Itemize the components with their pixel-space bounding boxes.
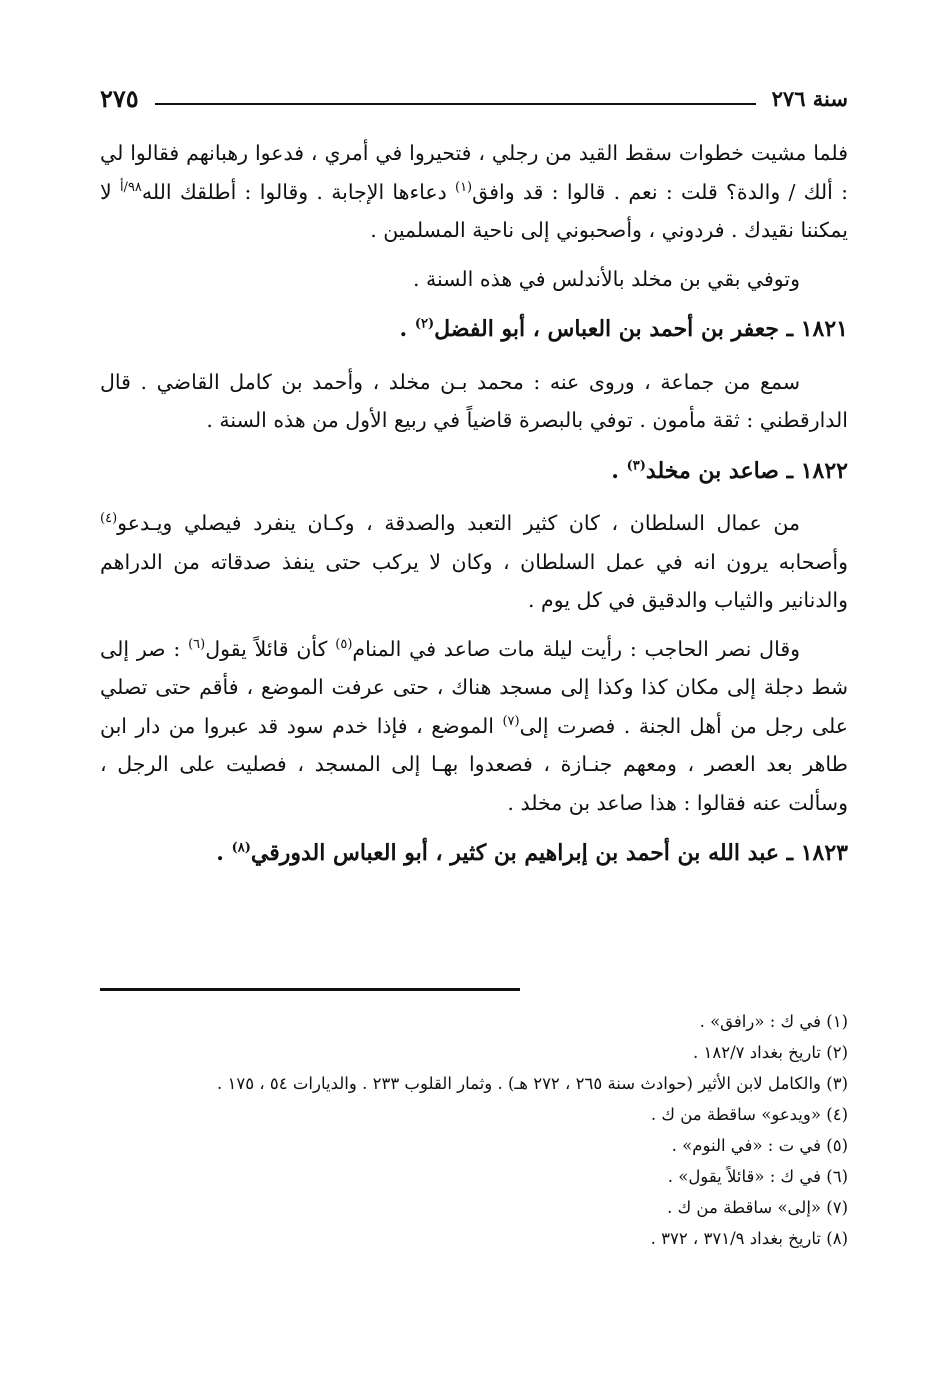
entry-heading-1821-end: . (399, 316, 415, 342)
footnotes (100, 1006, 848, 1254)
footnote-ref-4: (٤) (100, 511, 118, 527)
footnote-8: (٨) تاريخ بغداد ٣٧١/٩ ، ٣٧٢ . (650, 1229, 848, 1248)
entry-heading-1823-text: ١٨٢٣ ـ عبد الله بن أحمد بن إبراهيم بن كثير ، أبو العباس الدورقي (250, 840, 848, 866)
entry-heading-1823-end: . (216, 840, 232, 866)
footnote-3: (٣) والكامل لابن الأثير (حوادث سنة ٢٦٥ ، ٢٧٢ هـ) . وثمار القلوب ٢٣٣ . والديارات ٥٤ ، ١٧٥ . (217, 1074, 848, 1093)
paragraph-1-text-c: لا يمكننا نقيدك . فردوني ، وأصحبوني إلى ناحية المسلمين . (100, 179, 848, 242)
header-rule (155, 103, 756, 105)
main-text (100, 134, 848, 887)
paragraph-4-text-a: من عمال السلطان ، كان كثير التعبد والصدقة ، وكـان ينفرد فيصلي ويـدعو (117, 511, 800, 535)
entry-heading-1822-text: ١٨٢٢ ـ صاعد بن مخلد (645, 457, 848, 484)
footnote-1: (١) في ك : «رافق» . (699, 1012, 848, 1031)
paragraph-1 (100, 134, 848, 250)
paragraph-5-text-c: : صر إلى شط دجلة إلى مكان كذا وكذا إلى مسجد هناك ، حتى عرفت الموضع ، فأقم حتى تصلي على رجل من أهل الجنة . فصرت إلى (100, 636, 848, 738)
margin-folio-marker: ٩٨/أ (119, 179, 142, 195)
footnote-ref-2: (٢) (414, 316, 435, 332)
running-title: سنة ٢٧٦ (771, 85, 848, 111)
entry-heading-1821-text: ١٨٢١ ـ جعفر بن أحمد بن العباس ، أبو الفضل (434, 316, 848, 342)
footnotes-rule (100, 988, 520, 991)
entry-heading-1822-end: . (611, 457, 627, 484)
page-header (100, 78, 848, 118)
paragraph-5-text-d: الموضع ، فإذا خدم سود قد عبروا من دار ابن طاهر بعد العصر ، ومعهم جنـازة ، فصعدوا بهـا إلى المسجد ، فصليت على الرجل ، وسألت عنه فقالوا : هذا صاعد بن مخلد . (100, 713, 848, 815)
paragraph-5-text-a: وقال نصر الحاجب : رأيت ليلة مات صاعد في المنام (352, 636, 801, 661)
footnote-7: (٧) «إلى» ساقطة من ك . (667, 1198, 848, 1217)
footnote-ref-7: (٧) (502, 713, 520, 729)
footnote-2: (٢) تاريخ بغداد ١٨٢/٧ . (693, 1043, 848, 1062)
footnote-ref-5: (٥) (335, 636, 353, 652)
paragraph-5-text-b: كأن قائلاً يقول (205, 636, 336, 661)
paragraph-1-text-b: دعاءها الإجابة . وقالوا : أطلقك الله (141, 179, 455, 204)
paragraph-2: وتوفي بقي بن مخلد بالأندلس في هذه السنة . (412, 266, 800, 291)
footnote-ref-6: (٦) (188, 636, 206, 652)
paragraph-4 (100, 504, 848, 620)
footnote-5: (٥) في ت : «في النوم» . (671, 1136, 848, 1155)
entry-heading-1822 (100, 452, 848, 491)
footnote-ref-3: (٣) (626, 458, 646, 474)
paragraph-5 (100, 630, 848, 823)
book-page (100, 70, 848, 1370)
entry-heading-1821 (100, 310, 848, 349)
page-number: ٢٧٥ (100, 83, 139, 113)
paragraph-4-text-b: وأصحابه يرون انه في عمل السلطان ، وكان لا يركب حتى ينفذ صدقاته من الدراهم والدنانير والثياب والدقيق في كل يوم . (100, 549, 848, 612)
footnote-6: (٦) في ك : «قائلاً يقول» . (667, 1167, 848, 1186)
footnote-ref-8: (٨) (231, 840, 251, 856)
paragraph-1-text-a: فلما مشيت خطوات سقط القيد من رجلي ، فتحيروا في أمري ، فدعوا رهبانهم فقالوا لي : ألك / والدة؟ قلت : نعم . قالوا : قد وافق (100, 141, 848, 204)
paragraph-3: سمع من جماعة ، وروى عنه : محمد بـن مخلد ، وأحمد بن كامل القاضي . قال الدارقطني : ثقة مأمون . توفي بالبصرة قاضياً في ربيع الأول من هذه السنة . (100, 369, 848, 432)
entry-heading-1823 (100, 834, 848, 873)
footnote-ref-1: (١) (454, 179, 473, 195)
footnote-4: (٤) «ويدعو» ساقطة من ك . (650, 1105, 848, 1124)
